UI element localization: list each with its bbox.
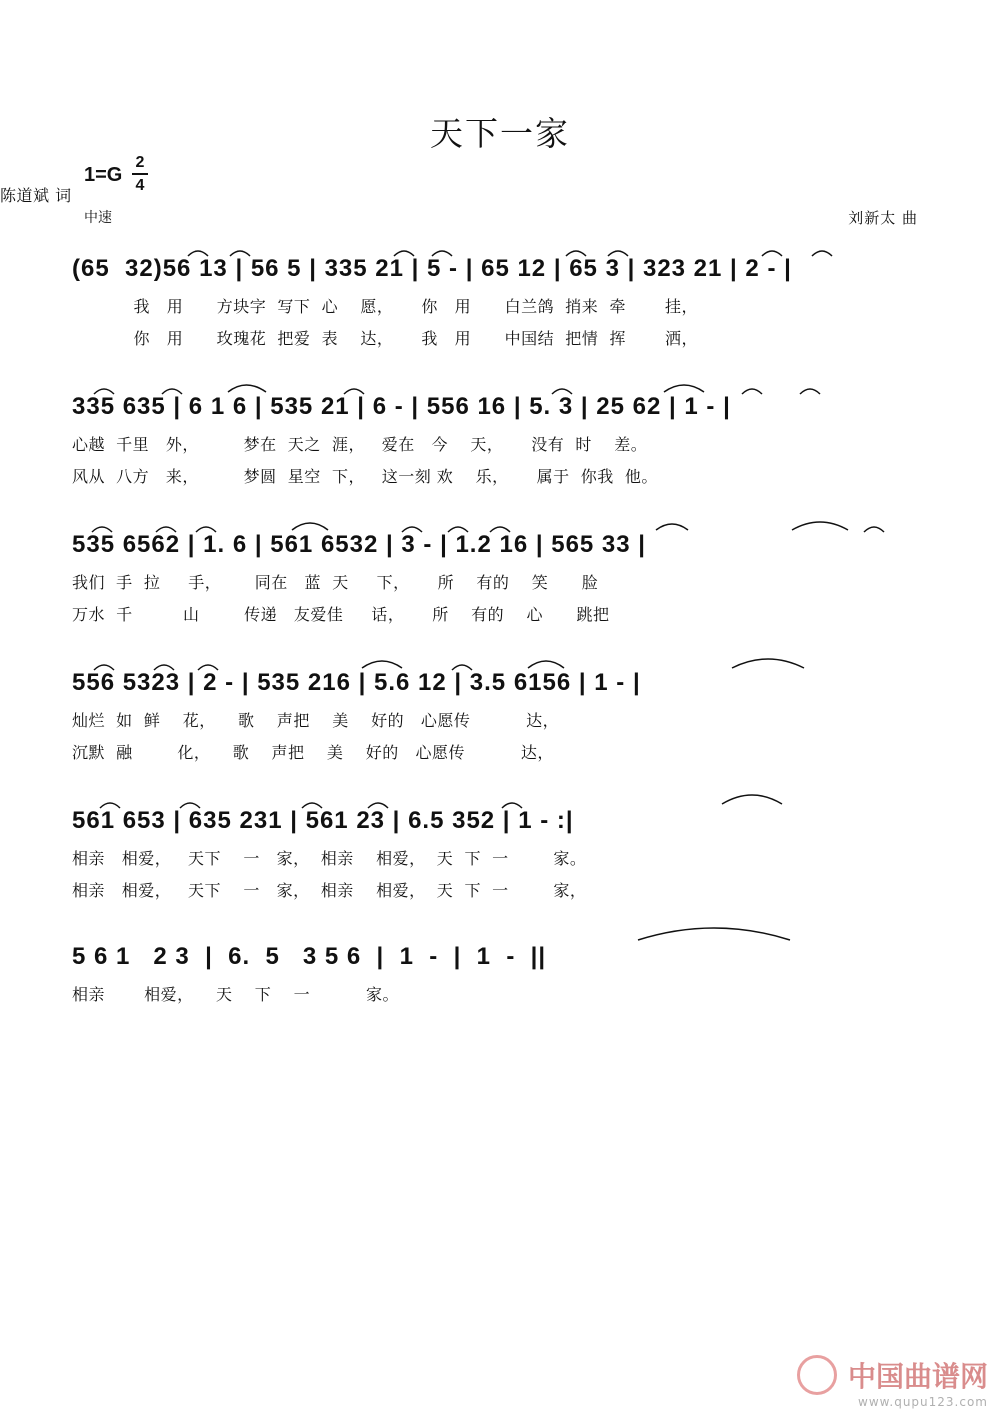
key-signature: 1=G [84, 164, 123, 186]
meter-bottom: 4 [135, 176, 145, 194]
meter-bar [132, 173, 148, 175]
lyrics-verse-1: 相亲 相爱， 天下 一 家， 相亲 相爱， 天 下 一 家。 [72, 849, 587, 868]
tempo-marking: 中速 [84, 210, 112, 226]
meter-top: 2 [135, 154, 145, 171]
lyrics-verse-2: 沉默 融 化， 歌 声把 美 好的 心愿传 达， [72, 743, 554, 762]
notation-line: 556 5323 | 2 - | 535 216 | 5.6 12 | 3.5 6156 | 1 - | [72, 669, 641, 696]
qupu-logo-icon [797, 1355, 837, 1395]
notation-line: 5 6 1 2 3 | 6. 5 3 5 6 | 1 - | 1 - || [72, 943, 547, 970]
notation-line: (65 32)56 13 | 56 5 | 335 21 | 5 - | 65 12 | 65 3 | 323 21 | 2 - | [72, 255, 792, 282]
lyrics-verse-1: 相亲 相爱， 天 下 一 家。 [72, 985, 399, 1004]
song-title: 天下一家 [430, 114, 570, 153]
lyrics-verse-1: 我 用 方块字 写下 心 愿， 你 用 白兰鸽 捎来 牵 挂， [72, 297, 699, 316]
lyrics-verse-1: 我们 手 拉 手， 同在 蓝 天 下， 所 有的 笑 脸 [72, 573, 599, 592]
lyrics-verse-2: 万水 千 山 传递 友爱佳 话， 所 有的 心 跳把 [72, 605, 610, 624]
watermark-url: www.qupu123.com [858, 1395, 988, 1409]
lyrics-verse-1: 心越 千里 外， 梦在 天之 涯， 爱在 今 天， 没有 时 差。 [72, 435, 648, 454]
composer-credit: 刘新太 曲 [848, 209, 918, 227]
notation-line: 535 6562 | 1. 6 | 561 6532 | 3 - | 1.2 16 | 565 33 | [72, 531, 647, 558]
lyricist-credit: 陈道斌 词 [0, 186, 72, 205]
notation-line: 561 653 | 635 231 | 561 23 | 6.5 352 | 1 - :| [72, 807, 574, 834]
lyrics-verse-2: 你 用 玫瑰花 把爱 表 达， 我 用 中国结 把情 挥 洒， [72, 329, 699, 348]
watermark-text: 中国曲谱网 [847, 1360, 988, 1393]
lyrics-verse-2: 风从 八方 来， 梦圆 星空 下， 这一刻 欢 乐， 属于 你我 他。 [72, 467, 658, 486]
watermark [797, 1355, 988, 1409]
lyrics-verse-2: 相亲 相爱， 天下 一 家， 相亲 相爱， 天 下 一 家， [72, 881, 587, 900]
notation-line: 335 635 | 6 1 6 | 535 21 | 6 - | 556 16 | 5. 3 | 25 62 | 1 - | [72, 393, 731, 420]
lyrics-verse-1: 灿烂 如 鲜 花， 歌 声把 美 好的 心愿传 达， [72, 711, 560, 730]
